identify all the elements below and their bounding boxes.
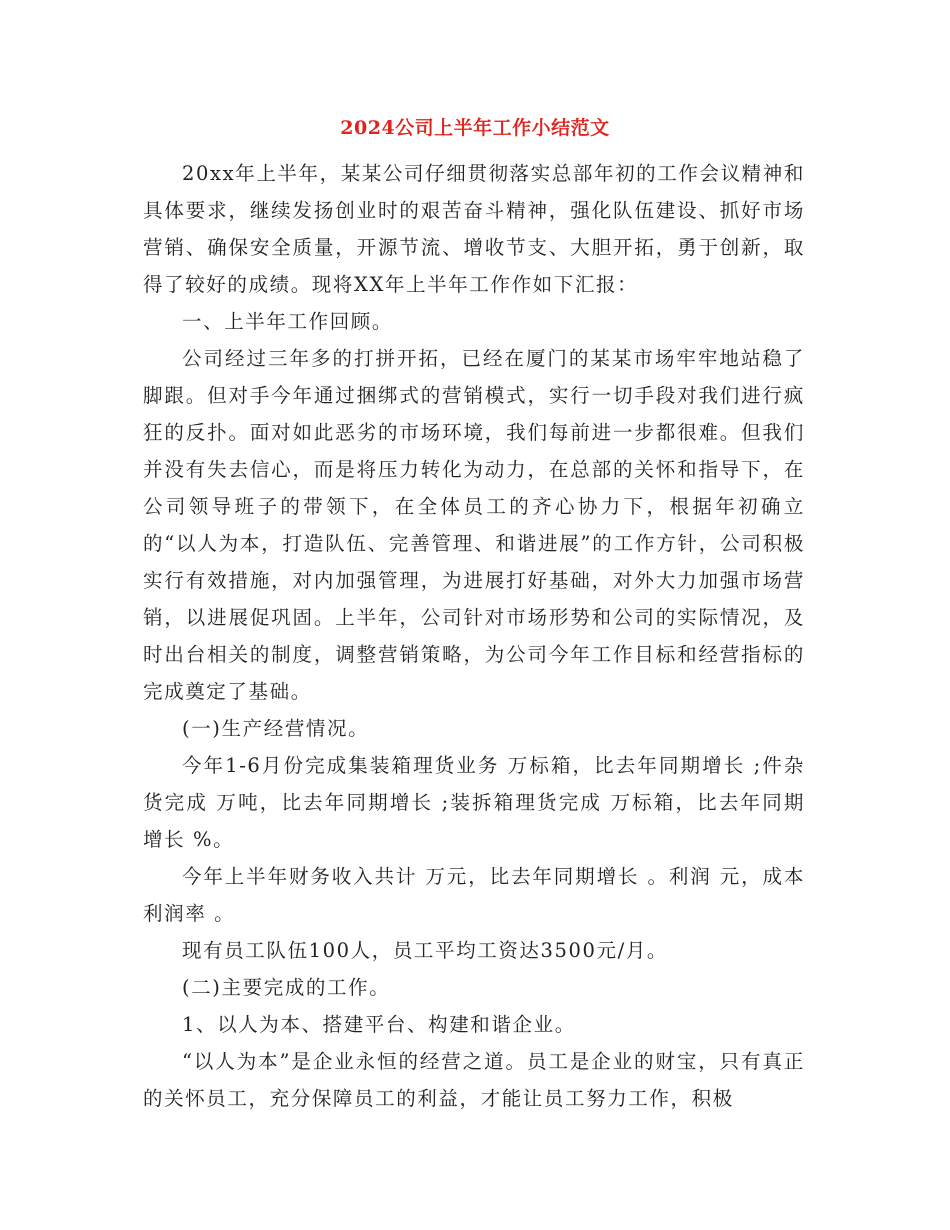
people-first-paragraph: “以人为本”是企业永恒的经营之道。员工是企业的财宝，只有真正的关怀员工，充分保障员工的利益，才能让员工努力工作，积极 <box>143 1050 805 1110</box>
intro-paragraph: 20xx年上半年，某某公司仔细贯彻落实总部年初的工作会议精神和具体要求，继续发扬创业时的艰苦奋斗精神，强化队伍建设、抓好市场营销、确保安全质量，开源节流、增收节支、大胆开拓，勇于创新，取得了较好的成绩。现将XX年上半年工作作如下汇报： <box>143 162 805 296</box>
subsection-heading-main-work: (二)主要完成的工作。 <box>182 976 391 999</box>
finance-paragraph: 今年上半年财务收入共计 万元，比去年同期增长 。利润 元，成本利润率 。 <box>143 865 805 925</box>
subsection-heading-operations: (一)生产经营情况。 <box>182 717 370 740</box>
document-title: 2024公司上半年工作小结范文 <box>340 117 610 139</box>
staff-paragraph: 现有员工队伍100人，员工平均工资达3500元/月。 <box>182 939 669 962</box>
document-body <box>143 155 805 1117</box>
section-heading-review: 一、上半年工作回顾。 <box>182 310 394 333</box>
operations-paragraph: 今年1-6月份完成集装箱理货业务 万标箱，比去年同期增长 ;件杂货完成 万吨，比去年同期增长 ;装拆箱理货完成 万标箱，比去年同期增长 %。 <box>143 754 805 851</box>
item-heading-people-first: 1、以人为本、搭建平台、构建和谐企业。 <box>182 1013 576 1036</box>
review-paragraph: 公司经过三年多的打拼开拓，已经在厦门的某某市场牢牢地站稳了脚跟。但对手今年通过捆绑式的营销模式，实行一切手段对我们进行疯狂的反扑。面对如此恶劣的市场环境，我们每前进一步都很难。但我们并没有失去信心，而是将压力转化为动力，在总部的关怀和指导下，在公司领导班子的带领下，在全体员工的齐心协力下，根据年初确立的“以人为本，打造队伍、完善管理、和谐进展”的工作方针，公司积极实行有效措施，对内加强管理，为进展打好基础，对外大力加强市场营销，以进展促巩固。上半年，公司针对市场形势和公司的实际情况，及时出台相关的制度，调整营销策略，为公司今年工作目标和经营指标的完成奠定了基础。 <box>143 347 805 703</box>
